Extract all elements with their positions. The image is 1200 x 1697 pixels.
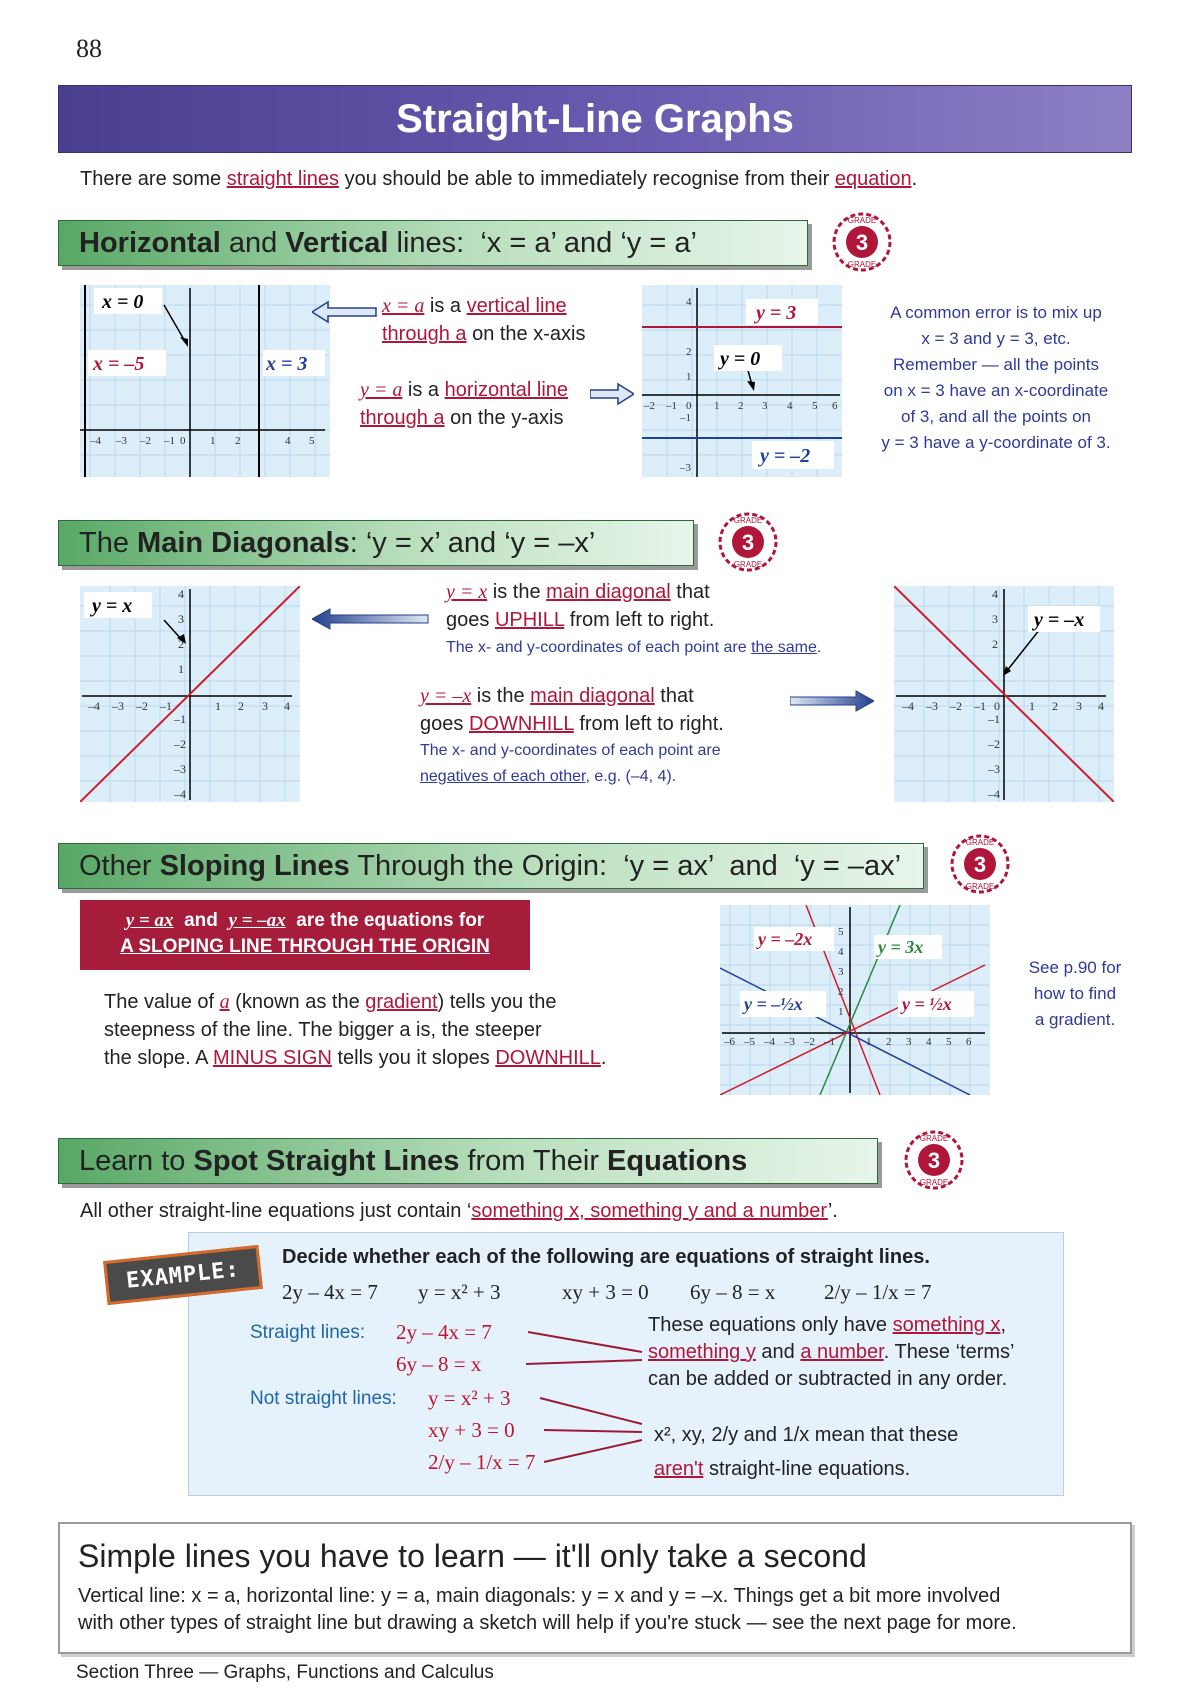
- section-heading-main-diagonals: The Main Diagonals : ‘y = x’ and ‘y = –x’: [58, 520, 694, 566]
- svg-text:–2: –2: [174, 737, 186, 751]
- note-main-diagonal-downhill: y = –x is the main diagonal that goes DOWNHILL from left to right. The x- and y-coordinates of each point are negatives of each other, e.g. (–4, 4).: [420, 685, 724, 785]
- svg-text:1: 1: [838, 1006, 844, 1018]
- svg-text:3: 3: [855, 230, 869, 255]
- sloping-lines-graph: [720, 905, 990, 1095]
- label-y-eq-neg2x: y = –2x: [758, 929, 813, 949]
- section-heading-sloping-lines: Other Sloping Lines Through the Origin: ‘y = ax’ and ‘y = –ax’: [58, 843, 924, 889]
- svg-text:2: 2: [992, 637, 998, 651]
- svg-text:0: 0: [994, 699, 1000, 713]
- straight-lines-label: Straight lines:: [250, 1322, 366, 1343]
- svg-text:–4: –4: [902, 699, 914, 713]
- diagonal-y-eq-x-graph: [80, 586, 300, 802]
- svg-text:4: 4: [992, 587, 998, 601]
- svg-text:3: 3: [906, 1036, 912, 1048]
- arrow-left-icon: [312, 608, 430, 630]
- svg-text:GRADE: GRADE: [733, 560, 763, 569]
- svg-text:–1: –1: [160, 699, 172, 713]
- svg-text:1: 1: [210, 435, 216, 447]
- common-error-note: A common error is to mix up x = 3 and y = 3, etc. Remember — all the points on x = 3 have an x-coordinate of 3, and all the points on y = 3 have a y-coordinate of 3.: [881, 303, 1111, 452]
- label-y-eq-3: y = 3: [756, 302, 797, 324]
- label-y-eq-3x: y = 3x: [878, 937, 924, 957]
- svg-text:–2: –2: [136, 699, 148, 713]
- svg-text:1: 1: [714, 400, 720, 412]
- svg-text:–2: –2: [950, 699, 962, 713]
- page-title: Straight-Line Graphs: [58, 85, 1132, 153]
- label-y-eq-neg2: y = –2: [760, 445, 811, 467]
- svg-text:–5: –5: [744, 1036, 755, 1048]
- svg-text:4: 4: [1098, 699, 1104, 713]
- svg-text:–3: –3: [988, 762, 1000, 776]
- svg-text:–1: –1: [988, 712, 1000, 726]
- grade-badge-icon: [950, 834, 1010, 894]
- label-x-eq-3: x = 3: [266, 353, 308, 375]
- svg-text:–2: –2: [804, 1036, 815, 1048]
- label-y-eq-half-x: y = ½x: [902, 994, 952, 1014]
- svg-text:–1: –1: [824, 1036, 835, 1048]
- svg-text:4: 4: [787, 400, 793, 412]
- svg-text:–4: –4: [174, 787, 186, 801]
- svg-text:–1: –1: [164, 435, 175, 447]
- section-heading-spot-straight-lines: Learn to Spot Straight Lines from Their Equations: [58, 1138, 878, 1184]
- straight-eq-1: 2y – 4x = 7: [396, 1320, 492, 1344]
- svg-text:4: 4: [285, 435, 291, 447]
- svg-text:0: 0: [180, 435, 186, 447]
- diagonal-y-eq-neg-x-graph: [894, 586, 1114, 802]
- arrow-left-icon: [312, 300, 378, 324]
- svg-text:–2: –2: [988, 737, 1000, 751]
- svg-text:GRADE: GRADE: [919, 1134, 949, 1143]
- svg-text:4: 4: [178, 587, 184, 601]
- grade-badge-icon: [904, 1130, 964, 1190]
- svg-text:4: 4: [284, 699, 290, 713]
- svg-text:2: 2: [235, 435, 241, 447]
- svg-text:–4: –4: [764, 1036, 775, 1048]
- gradient-explanation: The value of a (known as the gradient) tells you the steepness of the line. The bigger a is, the steeper the slope. A MINUS SIGN tells you it slopes DOWNHILL.: [104, 991, 607, 1069]
- svg-text:0: 0: [686, 400, 692, 412]
- svg-text:2: 2: [886, 1036, 892, 1048]
- svg-text:GRADE: GRADE: [965, 882, 995, 891]
- svg-text:–3: –3: [926, 699, 938, 713]
- svg-text:GRADE: GRADE: [965, 838, 995, 847]
- svg-text:GRADE: GRADE: [847, 260, 877, 269]
- svg-text:5: 5: [838, 926, 844, 938]
- svg-text:–2: –2: [644, 400, 655, 412]
- example-question: Decide whether each of the following are equations of straight lines.: [282, 1246, 930, 1268]
- summary-line-1: Vertical line: x = a, horizontal line: y = a, main diagonals: y = x and y = –x. Things get a bit more involved: [78, 1585, 1001, 1607]
- svg-text:2: 2: [178, 637, 184, 651]
- svg-text:6: 6: [832, 400, 838, 412]
- section-footer: Section Three — Graphs, Functions and Calculus: [76, 1662, 494, 1683]
- note-main-diagonal-uphill: y = x is the main diagonal that goes UPHILL from left to right. The x- and y-coordinates of each point are the same.: [446, 581, 822, 656]
- svg-text:GRADE: GRADE: [919, 1178, 949, 1187]
- svg-text:–4: –4: [90, 435, 101, 447]
- summary-line-2: with other types of straight line but drawing a sketch will help if you're stuck — see the next page for more.: [78, 1612, 1017, 1634]
- svg-text:1: 1: [686, 371, 692, 383]
- svg-text:–2: –2: [140, 435, 151, 447]
- label-y-eq-x: y = x: [92, 595, 133, 617]
- grade-badge-icon: [718, 512, 778, 572]
- svg-text:5: 5: [309, 435, 315, 447]
- example-tag: EXAMPLE:: [103, 1245, 263, 1305]
- svg-text:1: 1: [866, 1036, 872, 1048]
- svg-text:GRADE: GRADE: [733, 516, 763, 525]
- svg-text:–3: –3: [784, 1036, 795, 1048]
- svg-text:–3: –3: [680, 462, 691, 474]
- svg-text:–3: –3: [174, 762, 186, 776]
- svg-text:–1: –1: [666, 400, 677, 412]
- svg-text:3: 3: [1076, 699, 1082, 713]
- svg-text:–4: –4: [88, 699, 100, 713]
- label-y-eq-neg-x: y = –x: [1034, 609, 1085, 631]
- svg-text:3: 3: [992, 612, 998, 626]
- not-straight-explanation: x², xy, 2/y and 1/x mean that these aren't straight-line equations.: [654, 1424, 959, 1480]
- svg-text:2: 2: [738, 400, 744, 412]
- svg-text:–6: –6: [724, 1036, 735, 1048]
- svg-text:3: 3: [178, 612, 184, 626]
- svg-text:4: 4: [686, 296, 692, 308]
- straight-explanation: These equations only have something x, something y and a number. These ‘terms’ can be added or subtracted in any order.: [648, 1314, 1015, 1390]
- spot-lines-intro: All other straight-line equations just contain ‘something x, something y and a number’.: [80, 1200, 838, 1222]
- not-straight-eq-1: y = x² + 3: [428, 1386, 511, 1410]
- label-x-eq-0: x = 0: [102, 291, 144, 313]
- not-straight-eq-2: xy + 3 = 0: [428, 1418, 515, 1442]
- svg-text:2: 2: [838, 986, 844, 998]
- straight-eq-2: 6y – 8 = x: [396, 1352, 482, 1376]
- note-horizontal-line: y = a is a horizontal line through a on the y-axis: [360, 379, 569, 429]
- svg-text:GRADE: GRADE: [847, 216, 877, 225]
- not-straight-lines-label: Not straight lines:: [250, 1388, 397, 1409]
- svg-text:5: 5: [946, 1036, 952, 1048]
- svg-text:–3: –3: [112, 699, 124, 713]
- svg-text:3: 3: [762, 400, 768, 412]
- summary-title: Simple lines you have to learn — it'll only take a second: [78, 1538, 867, 1574]
- svg-text:–3: –3: [116, 435, 127, 447]
- svg-text:3: 3: [262, 699, 268, 713]
- intro-text: There are some straight lines you should be able to immediately recognise from their equation.: [80, 168, 918, 190]
- svg-text:1: 1: [178, 662, 184, 676]
- arrow-right-icon: [790, 690, 874, 712]
- svg-text:1: 1: [1029, 699, 1035, 713]
- page-number: 88: [76, 34, 102, 63]
- svg-text:–1: –1: [174, 712, 186, 726]
- label-y-eq-0: y = 0: [720, 348, 761, 370]
- svg-text:4: 4: [838, 946, 844, 958]
- svg-text:3: 3: [838, 966, 844, 978]
- svg-text:2: 2: [238, 699, 244, 713]
- svg-text:2: 2: [686, 346, 692, 358]
- svg-text:4: 4: [926, 1036, 932, 1048]
- horizontal-lines-graph: [642, 285, 842, 477]
- label-y-eq-neg-half-x: y = –½x: [744, 994, 803, 1014]
- vertical-lines-graph: [80, 285, 330, 477]
- svg-text:2: 2: [1052, 699, 1058, 713]
- svg-text:6: 6: [966, 1036, 972, 1048]
- connector-lines: [520, 1320, 650, 1470]
- label-x-eq-neg5: x = –5: [93, 353, 145, 375]
- svg-text:–1: –1: [680, 412, 691, 424]
- summary-box: [58, 1522, 1132, 1654]
- svg-text:3: 3: [927, 1148, 941, 1173]
- section-heading-horizontal-vertical: Horizontal and Vertical lines: ‘x = a’ and ‘y = a’: [58, 220, 808, 266]
- svg-text:1: 1: [215, 699, 221, 713]
- svg-text:–1: –1: [974, 699, 986, 713]
- svg-text:5: 5: [812, 400, 818, 412]
- grade-badge-icon: [832, 212, 892, 272]
- note-vertical-line: x = a is a vertical line through a on the x-axis: [382, 295, 586, 345]
- svg-text:–4: –4: [988, 787, 1000, 801]
- gradient-page-note: See p.90 for how to find a gradient.: [1028, 958, 1122, 1029]
- sloping-line-definition-box: y = ax and y = –ax are the equations for A SLOPING LINE THROUGH THE ORIGIN: [80, 900, 530, 970]
- svg-text:3: 3: [741, 530, 755, 555]
- svg-text:3: 3: [973, 852, 987, 877]
- not-straight-eq-3: 2/y – 1/x = 7: [428, 1450, 536, 1474]
